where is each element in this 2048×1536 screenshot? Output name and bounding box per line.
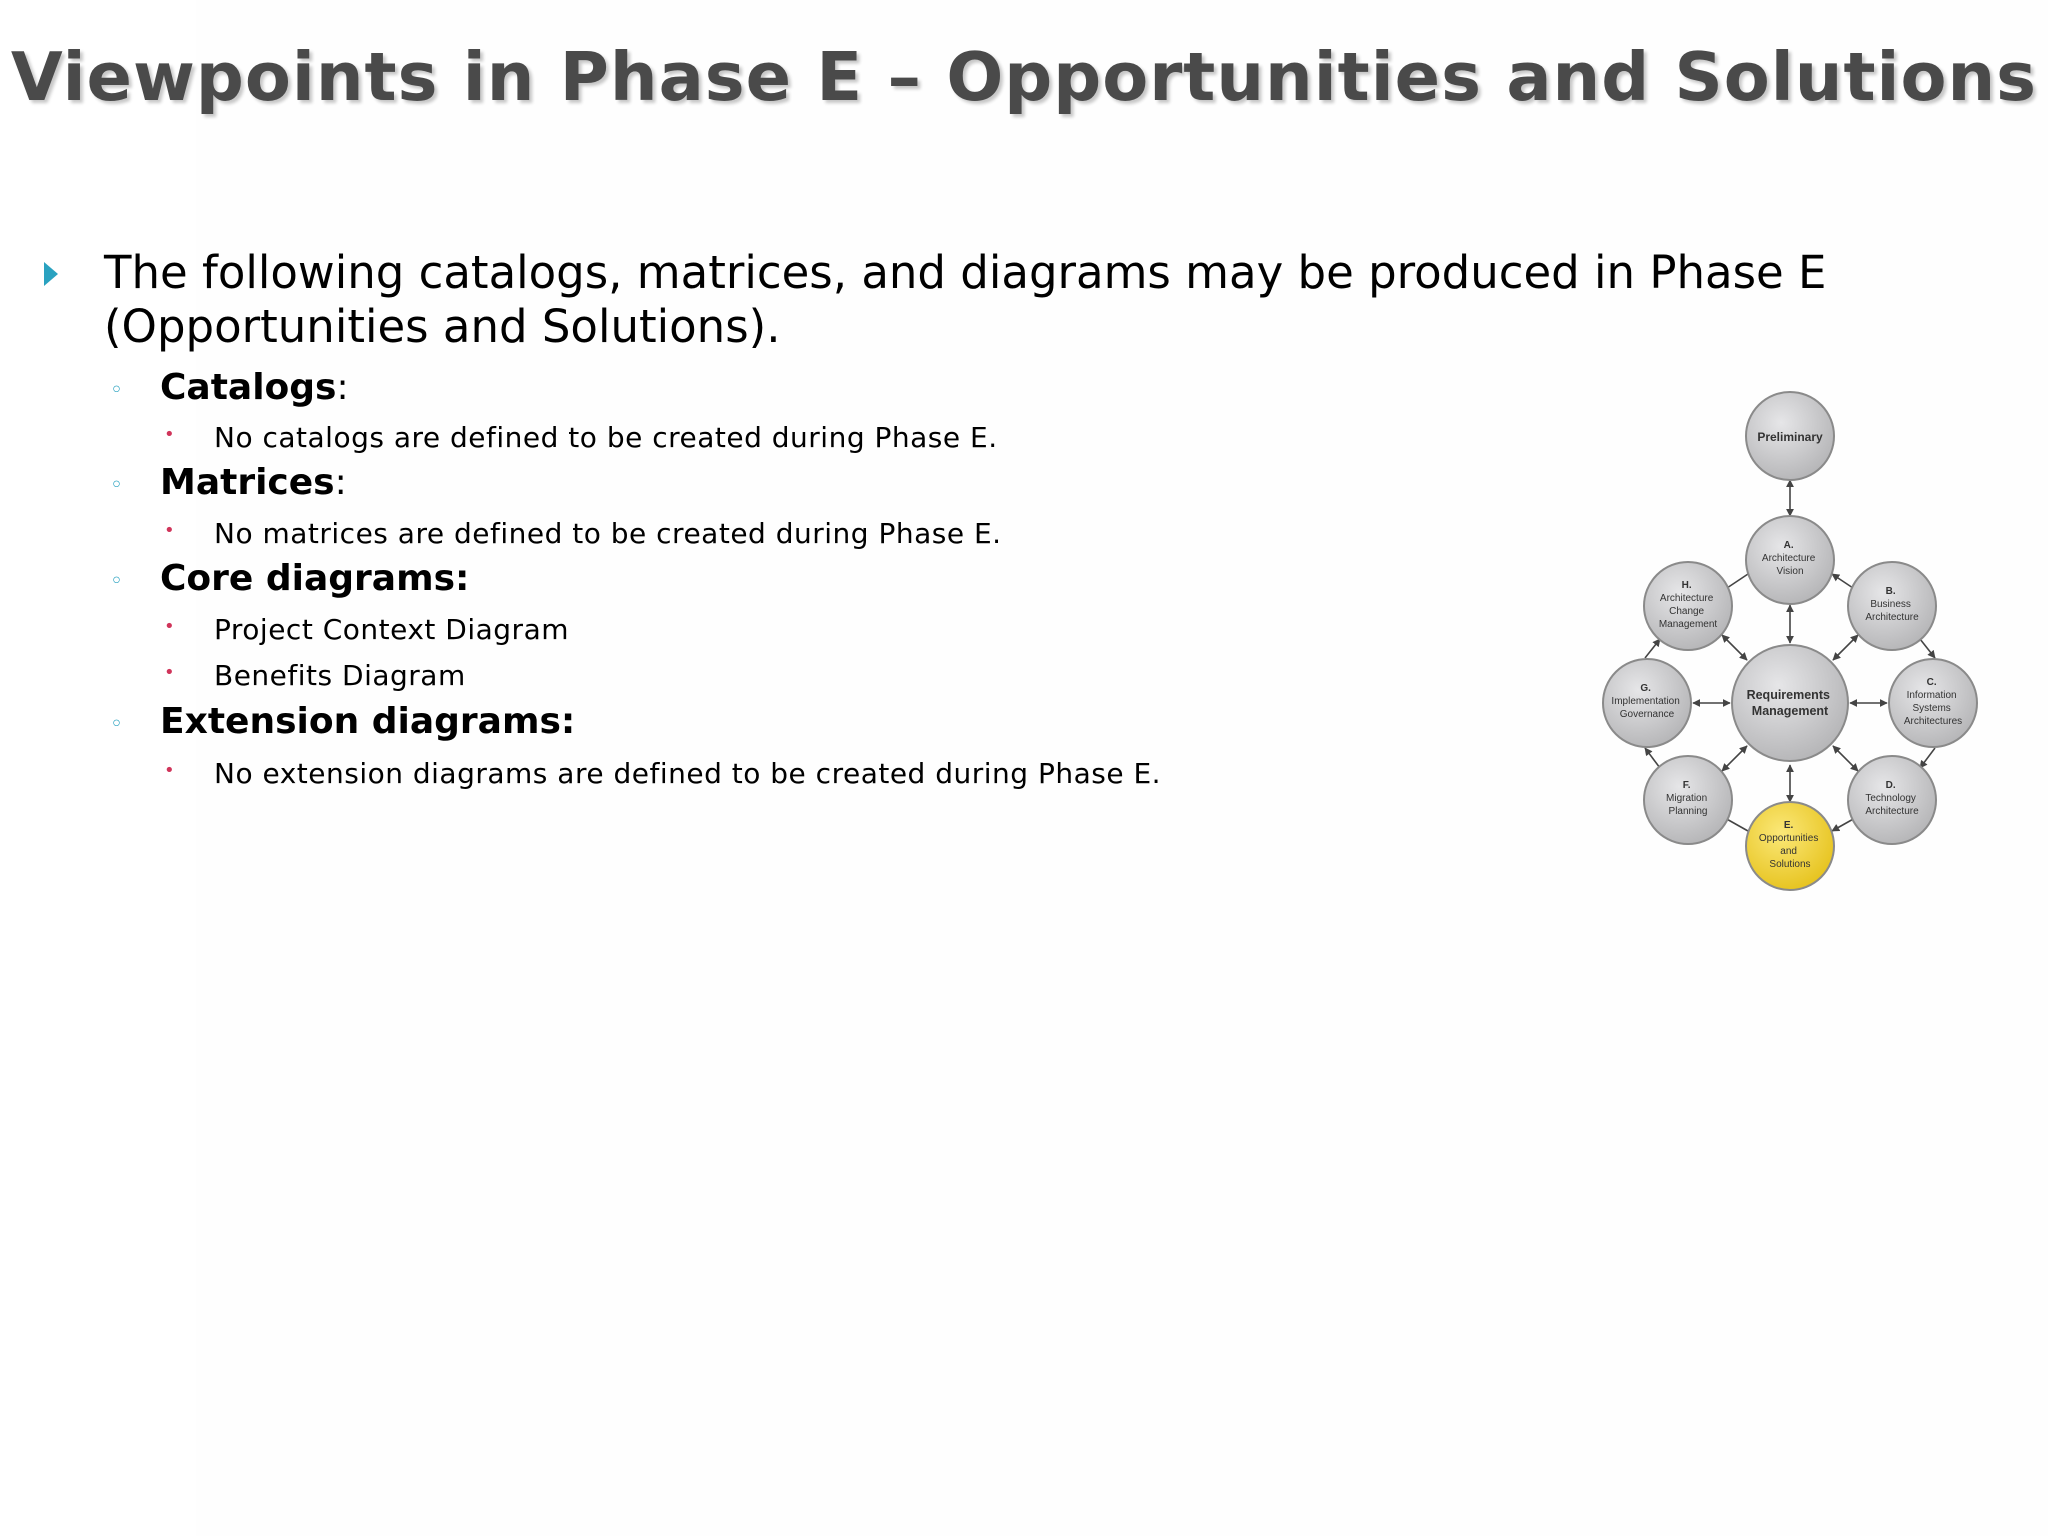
node-label: G. [1640,683,1651,694]
arrow [1645,748,1660,768]
dot-bullet-icon: • [164,424,175,445]
node-label: Architecture [1865,612,1919,623]
node-label: Planning [1668,806,1708,817]
node-label: Preliminary [1757,430,1823,444]
node-label: Governance [1619,709,1675,720]
list-item: Project Context Diagram [214,613,570,646]
section-heading-label: Catalogs [160,367,337,408]
triangle-bullet-icon [44,262,58,286]
node-b-business-architecture [1848,562,1936,650]
node-label: Opportunities [1758,833,1819,844]
node-label: Solutions [1769,859,1811,870]
node-label: D. [1885,780,1896,791]
dot-bullet-icon: • [164,616,175,637]
arrow [1833,746,1858,771]
circle-bullet-icon: ◦ [110,473,123,498]
node-label: Business [1870,599,1911,610]
adm-cycle-diagram [1590,380,2000,900]
node-d-technology-architecture [1848,756,1936,844]
list-item: No catalogs are defined to be created during Phase E. [214,421,998,454]
node-label: Architecture [1865,806,1919,817]
node-c-information-systems-architectures [1889,659,1977,747]
section-heading-extension-diagrams [160,700,575,744]
node-label: and [1780,846,1797,857]
node-label: C. [1926,677,1937,688]
node-label: Implementation [1611,696,1680,707]
node-label: Architecture [1761,553,1816,564]
section-heading-label: Matrices [160,462,335,503]
node-label: Information [1906,690,1957,701]
section-heading-label: Extension diagrams: [160,701,576,742]
node-label: Vision [1776,566,1804,577]
dot-bullet-icon: • [164,662,175,683]
intro-text: The following catalogs, matrices, and diagrams may be produced in Phase E (Opportunities and Solutions). [104,246,1827,353]
list-item: No extension diagrams are defined to be created during Phase E. [214,757,1162,790]
node-f-migration-planning [1644,756,1732,844]
node-label: Architecture [1659,593,1714,604]
circle-bullet-icon: ◦ [110,712,123,737]
arrow [1920,639,1935,658]
node-e-opportunities-and-solutions [1746,802,1834,890]
node-label: Systems [1912,703,1951,714]
node-label: Change [1669,606,1705,617]
node-requirements-management [1732,645,1848,761]
section-heading-catalogs [160,366,349,410]
node-h-architecture-change-management [1644,562,1732,650]
node-label: Requirements [1746,688,1830,702]
node-label: Management [1751,704,1829,718]
node-label: A. [1783,540,1794,551]
node-label: Migration [1666,793,1708,804]
arrow [1722,635,1747,660]
arrow [1645,639,1660,658]
arrow [1920,748,1935,768]
section-heading-label: Core diagrams: [160,558,470,599]
circle-bullet-icon: ◦ [110,569,123,594]
node-label: Technology [1865,793,1916,804]
list-item: No matrices are defined to be created during Phase E. [214,517,1002,550]
slide-title: Viewpoints in Phase E – Opportunities and Solutions [10,38,2038,116]
arrow [1833,635,1858,660]
node-g-implementation-governance [1603,659,1691,747]
node-label: F. [1682,780,1691,791]
node-label: H. [1681,580,1692,591]
dot-bullet-icon: • [164,760,175,781]
node-label: Management [1658,619,1718,630]
arrow [1722,746,1747,771]
section-heading-suffix: : [334,462,347,503]
node-preliminary [1746,392,1834,480]
node-label: Architectures [1903,716,1963,727]
section-heading-core-diagrams [160,557,469,601]
circle-bullet-icon: ◦ [110,378,123,403]
section-heading-suffix: : [336,367,349,408]
section-heading-matrices [160,461,347,505]
dot-bullet-icon: • [164,520,175,541]
node-label: B. [1885,586,1896,597]
node-label: E. [1783,820,1794,831]
list-item: Benefits Diagram [214,659,466,692]
node-a-architecture-vision [1746,516,1834,604]
